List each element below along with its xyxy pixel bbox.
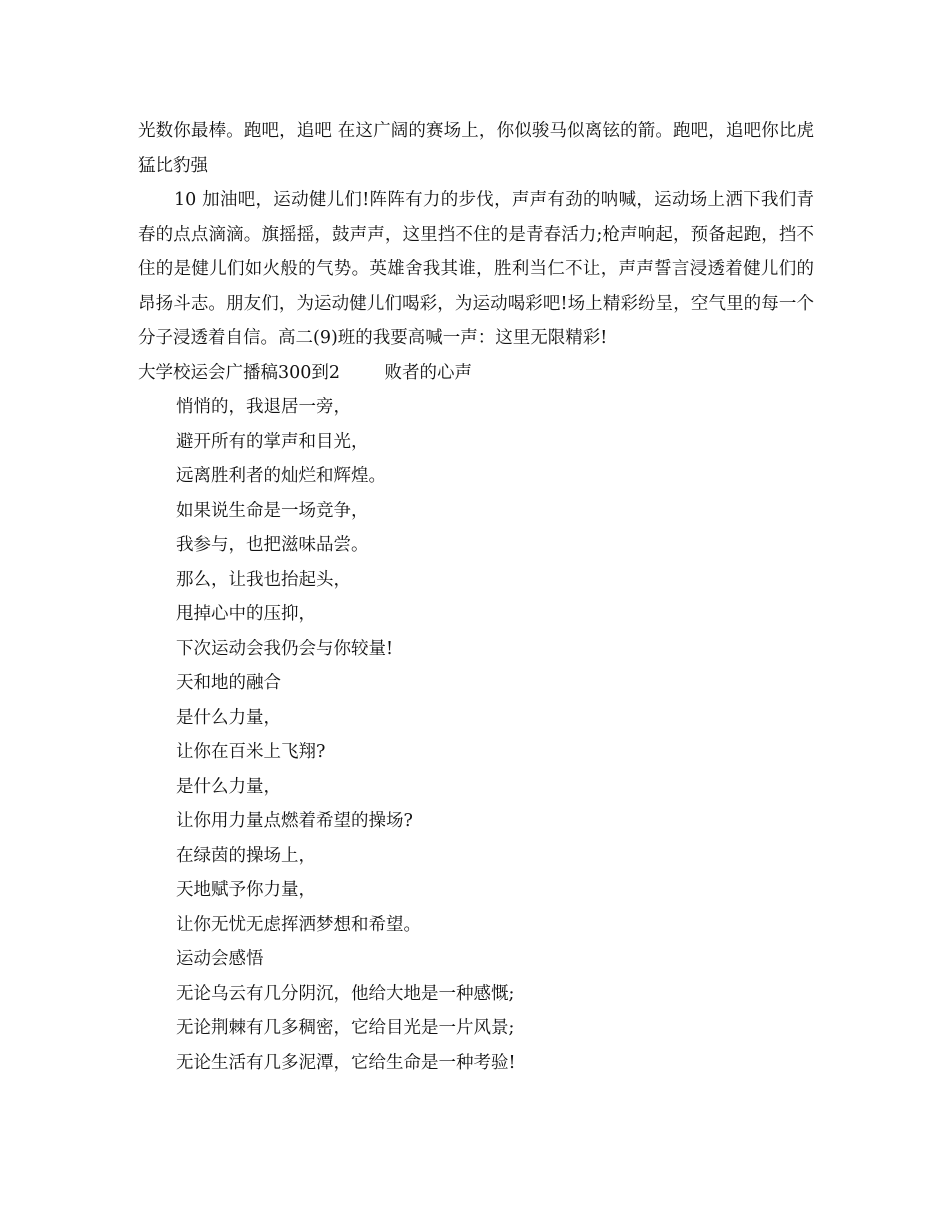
- poem-line: 避开所有的掌声和目光，: [176, 431, 369, 452]
- poem-line: 在绿茵的操场上，: [176, 845, 316, 866]
- poem-line: 那么，让我也抬起头，: [176, 569, 351, 590]
- poem-line: 让你在百米上飞翔?: [176, 742, 326, 762]
- poem-line: 我参与，也把滋味品尝。: [176, 535, 369, 555]
- poem-line: 让你用力量点燃着希望的操场?: [176, 811, 413, 831]
- paragraph-continuation: 光数你最棒。跑吧，追吧 在这广阔的赛场上，你似骏马似离铉的箭。跑吧，追吧你比虎猛比豹强: [138, 121, 814, 176]
- poem-line: 运动会感悟: [176, 949, 264, 969]
- section-heading: 大学校运会广播稿300到2 败者的心声: [138, 362, 473, 383]
- poem-line: 下次运动会我仍会与你较量!: [176, 638, 394, 659]
- poem-line: 是什么力量，: [176, 776, 281, 797]
- poem-line: 远离胜利者的灿烂和辉煌。: [176, 466, 386, 486]
- poem-line: 是什么力量，: [176, 707, 281, 728]
- poem-line: 天和地的融合: [176, 673, 281, 693]
- poem-line: 悄悄的，我退居一旁，: [176, 397, 351, 417]
- document-body: [138, 114, 814, 1080]
- poem-lines: [138, 390, 814, 1080]
- poem-line: 甩掉心中的压抑，: [176, 604, 316, 624]
- poem-line: 无论乌云有几分阴沉，他给大地是一种感慨;: [176, 983, 515, 1004]
- paragraph-10: 10 加油吧，运动健儿们!阵阵有力的步伐，声声有劲的呐喊，运动场上洒下我们青春的点点滴滴。旗摇摇，鼓声声，这里挡不住的是青春活力;枪声响起，预备起跑，挡不住的是健儿们如火般的气势。英雄舍我其谁，胜利当仁不让，声声誓言浸透着健儿们的昂扬斗志。朋友们，为运动健儿们喝彩，为运动喝彩吧!场上精彩纷呈，空气里的每一个分子浸透着自信。高二(9)班的我要高喊一声：这里无限精彩!: [138, 190, 814, 348]
- poem-line: 让你无忧无虑挥洒梦想和希望。: [176, 914, 421, 935]
- poem-line: 如果说生命是一场竞争，: [176, 500, 369, 521]
- poem-line: 无论生活有几多泥潭，它给生命是一种考验!: [176, 1052, 516, 1073]
- poem-line: 无论荆棘有几多稠密，它给目光是一片风景;: [176, 1018, 515, 1038]
- poem-line: 天地赋予你力量，: [176, 880, 316, 900]
